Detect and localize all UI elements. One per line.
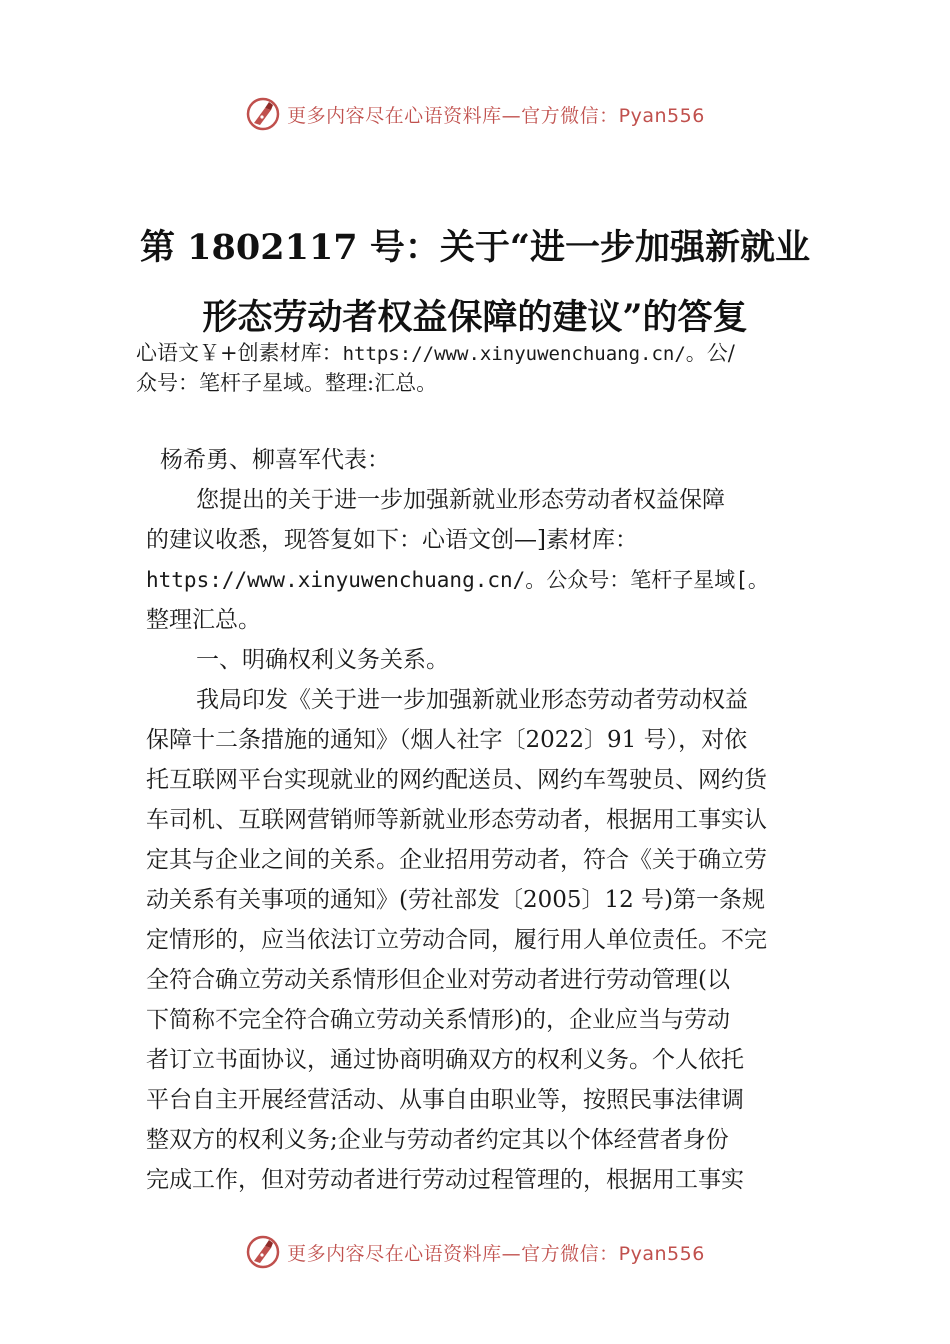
body-line: 车司机、互联网营销师等新就业形态劳动者，根据用工事实认 (146, 807, 767, 833)
source-suffix: 。公/ (685, 341, 735, 365)
pen-nib-logo-icon (245, 1234, 281, 1270)
pen-nib-logo-icon (245, 96, 281, 132)
body-line: 托互联网平台实现就业的网约配送员、网约车驾驶员、网约货 (146, 767, 767, 793)
document-title-line-1: 第 1802117 号：关于“进一步加强新就业 (140, 227, 810, 268)
header-watermark-banner (0, 94, 950, 134)
body-line: 保障十二条措施的通知》（烟人社字〔2022〕91 号），对依 (146, 727, 748, 753)
source-prefix: 心语文￥+创素材库： (136, 341, 343, 365)
watermark-text: 更多内容尽在心语资料库—官方微信：Pyan556 (287, 104, 705, 127)
source-url: https://www.xinyuwenchuang.cn/ (342, 343, 686, 365)
body-line: 下简称不完全符合确立劳动关系情形)的，企业应当与劳动 (146, 1007, 730, 1033)
document-title-line-2: 形态劳动者权益保障的建议”的答复 (202, 297, 748, 338)
body-line: 整双方的权利义务;企业与劳动者约定其以个体经营者身份 (146, 1127, 729, 1153)
body-line: 全符合确立劳动关系情形但企业对劳动者进行劳动管理(以 (146, 967, 730, 993)
body-line: 的建议收悉，现答复如下：心语文创—]素材库： (146, 527, 638, 553)
body-line: 您提出的关于进一步加强新就业形态劳动者权益保障 (196, 487, 725, 513)
body-line: 定其与企业之间的关系。企业招用劳动者，符合《关于确立劳 (146, 847, 767, 873)
body-line: 动关系有关事项的通知》(劳社部发〔2005〕12 号)第一条规 (146, 887, 766, 913)
body-line: 完成工作，但对劳动者进行劳动过程管理的，根据用工事实 (146, 1167, 744, 1193)
body-line: 我局印发《关于进一步加强新就业形态劳动者劳动权益 (196, 687, 748, 713)
body-line: 平台自主开展经营活动、从事自由职业等，按照民事法律调 (146, 1087, 744, 1113)
watermark-text: 更多内容尽在心语资料库—官方微信：Pyan556 (287, 1242, 705, 1265)
salutation: 杨希勇、柳喜军代表： (160, 447, 390, 473)
footer-watermark-banner (0, 1232, 950, 1272)
source-line-2: 众号：笔杆子星域。整理:汇总。 (136, 371, 438, 395)
source-line-1 (136, 338, 836, 369)
body-line: 整理汇总。 (146, 607, 261, 633)
body-line: 者订立书面协议，通过协商明确双方的权利义务。个人依托 (146, 1047, 744, 1073)
section-heading: 一、明确权利义务关系。 (196, 647, 449, 673)
body-line (146, 560, 826, 600)
body-line: 定情形的，应当依法订立劳动合同，履行用人单位责任。不完 (146, 927, 767, 953)
body-url-line: https://www.xinyuwenchuang.cn/。公众号：笔杆子星域[。 (146, 568, 769, 592)
